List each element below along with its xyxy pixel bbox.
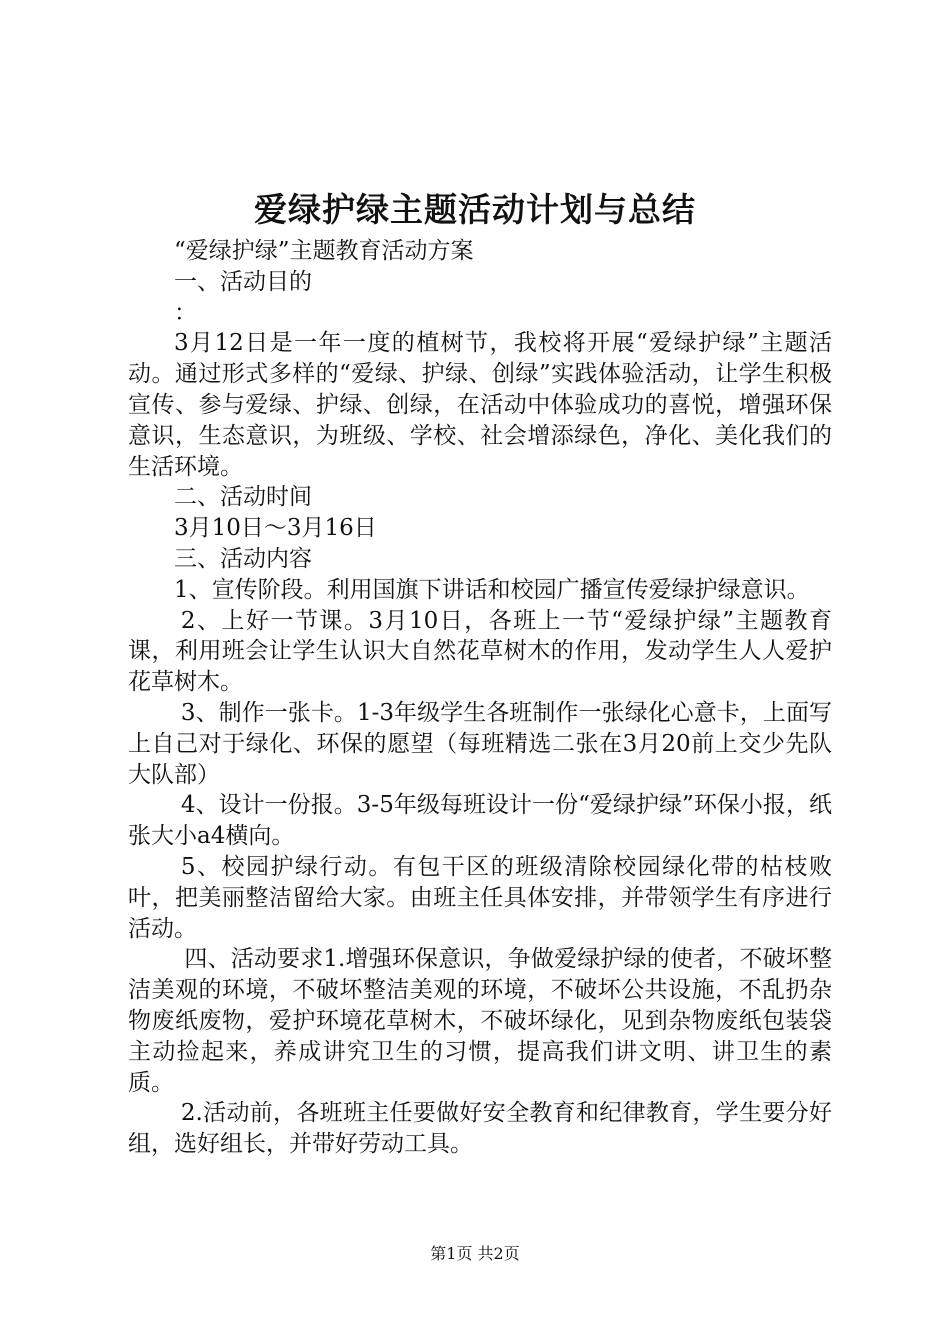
document-body [128,236,832,1160]
requirements-paragraph: 四、活动要求1.增强环保意识，争做爱绿护绿的使者，不破坏整洁美观的环境，不破坏整洁美观的环境，不破坏公共设施，不乱扔杂物废纸废物，爱护环境花草树木，不破坏绿化，见到杂物废纸包装袋主动捡起来，养成讲究卫生的习惯，提高我们讲文明、讲卫生的素质。 [128,946,832,1096]
requirements-item-2: 2.活动前，各班班主任要做好安全教育和纪律教育，学生要分好组，选好组长，并带好劳动工具。 [128,1100,832,1158]
purpose-paragraph: 3月12日是一年一度的植树节，我校将开展“爱绿护绿”主题活动。通过形式多样的“爱绿、护绿、创绿”实践体验活动，让学生积极宣传、参与爱绿、护绿、创绿，在活动中体验成功的喜悦，增强环保意识，生态意识，为班级、学校、社会增添绿色，净化、美化我们的生活环境。 [128,330,832,480]
page-footer: 第1页 共2页 [430,1244,520,1263]
document-title: 爱绿护绿主题活动计划与总结 [254,190,696,229]
content-item-4: 4、设计一份报。3-5年级每班设计一份“爱绿护绿”环保小报，纸张大小a4横向。 [128,792,832,850]
time-paragraph: 3月10日～3月16日 [174,515,377,542]
plan-heading: “爱绿护绿”主题教育活动方案 [174,238,474,264]
content-item-1: 1、宣传阶段。利用国旗下讲话和校园广播宣传爱绿护绿意识。 [174,576,810,603]
content-item-3: 3、制作一张卡。1-3年级学生各班制作一张绿化心意卡，上面写上自己对于绿化、环保的愿望（每班精选二张在3月20前上交少先队大队部） [128,699,832,788]
content-item-2: 2、上好一节课。3月10日，各班上一节“爱绿护绿”主题教育课，利用班会让学生认识大自然花草树木的作用，发动学生人人爱护花草树木。 [128,607,832,696]
section-heading-purpose: 一、活动目的 [174,268,312,295]
colon-line: ： [174,299,197,326]
content-item-5: 5、校园护绿行动。有包干区的班级清除校园绿化带的枯枝败叶，把美丽整洁留给大家。由班主任具体安排，并带领学生有序进行活动。 [128,853,832,942]
section-heading-time: 二、活动时间 [174,484,312,511]
section-heading-content: 三、活动内容 [174,545,312,572]
